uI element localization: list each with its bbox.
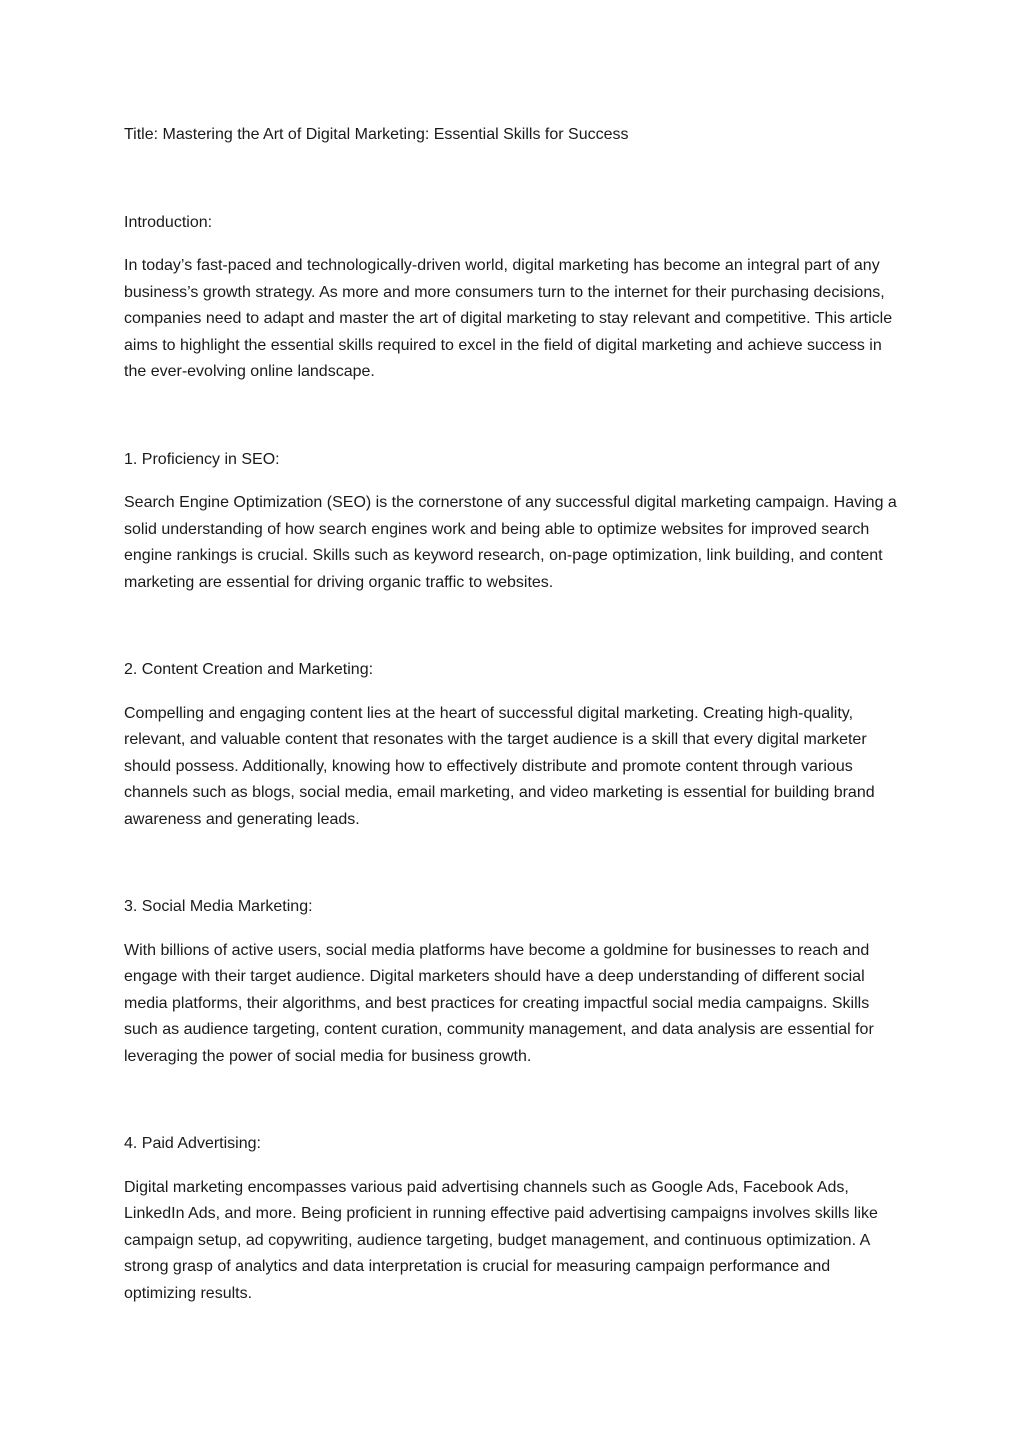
section-heading-introduction: Introduction: [124,213,213,231]
section-heading-seo: 1. Proficiency in SEO: [124,450,280,468]
section-heading-social-media: 3. Social Media Marketing: [124,898,313,915]
section-heading-paid-advertising: 4. Paid Advertising: [124,1135,261,1152]
section-body-content: Compelling and engaging content lies at the heart of successful digital marketing. Creating high-quality, relevant, and valuable content that resonates with the target audience is a skill that every digital marketer should possess. Additionally, knowing how to effectively distribute and promote content through various channels such as blogs, social media, email marketing, and video marketing is essential for building brand awareness and generating leads. [124,704,875,828]
document-title: Title: Mastering the Art of Digital Marketing: Essential Skills for Success [124,126,629,143]
section-body-paid-advertising: Digital marketing encompasses various paid advertising channels such as Google Ads, Facebook Ads, LinkedIn Ads, and more. Being proficient in running effective paid advertising campaigns involves skills like campaign setup, ad copywriting, audience targeting, budget management, and continuous optimization. A strong grasp of analytics and data interpretation is crucial for measuring campaign performance and optimizing results. [124,1178,878,1302]
section-body-social-media: With billions of active users, social media platforms have become a goldmine for businesses to reach and engage with their target audience. Digital marketers should have a deep understanding of different social media platforms, their algorithms, and best practices for creating impactful social media campaigns. Skills such as audience targeting, content curation, community management, and data analysis are essential for leveraging the power of social media for business growth. [124,941,874,1065]
section-heading-content: 2. Content Creation and Marketing: [124,661,374,678]
document-body [124,122,904,1307]
section-body-introduction: In today’s fast-paced and technologically-driven world, digital marketing has become an integral part of any business’s growth strategy. As more and more consumers turn to the internet for their purchasing decisions, companies need to adapt and master the art of digital marketing to stay relevant and competitive. This article aims to highlight the essential skills required to excel in the field of digital marketing and achieve success in the ever-evolving online landscape. [124,257,893,380]
section-body-seo: Search Engine Optimization (SEO) is the cornerstone of any successful digital marketing campaign. Having a solid understanding of how search engines work and being able to optimize websites for improved search engine rankings is crucial. Skills such as keyword research, on-page optimization, link building, and content marketing are essential for driving organic traffic to websites. [124,494,897,591]
